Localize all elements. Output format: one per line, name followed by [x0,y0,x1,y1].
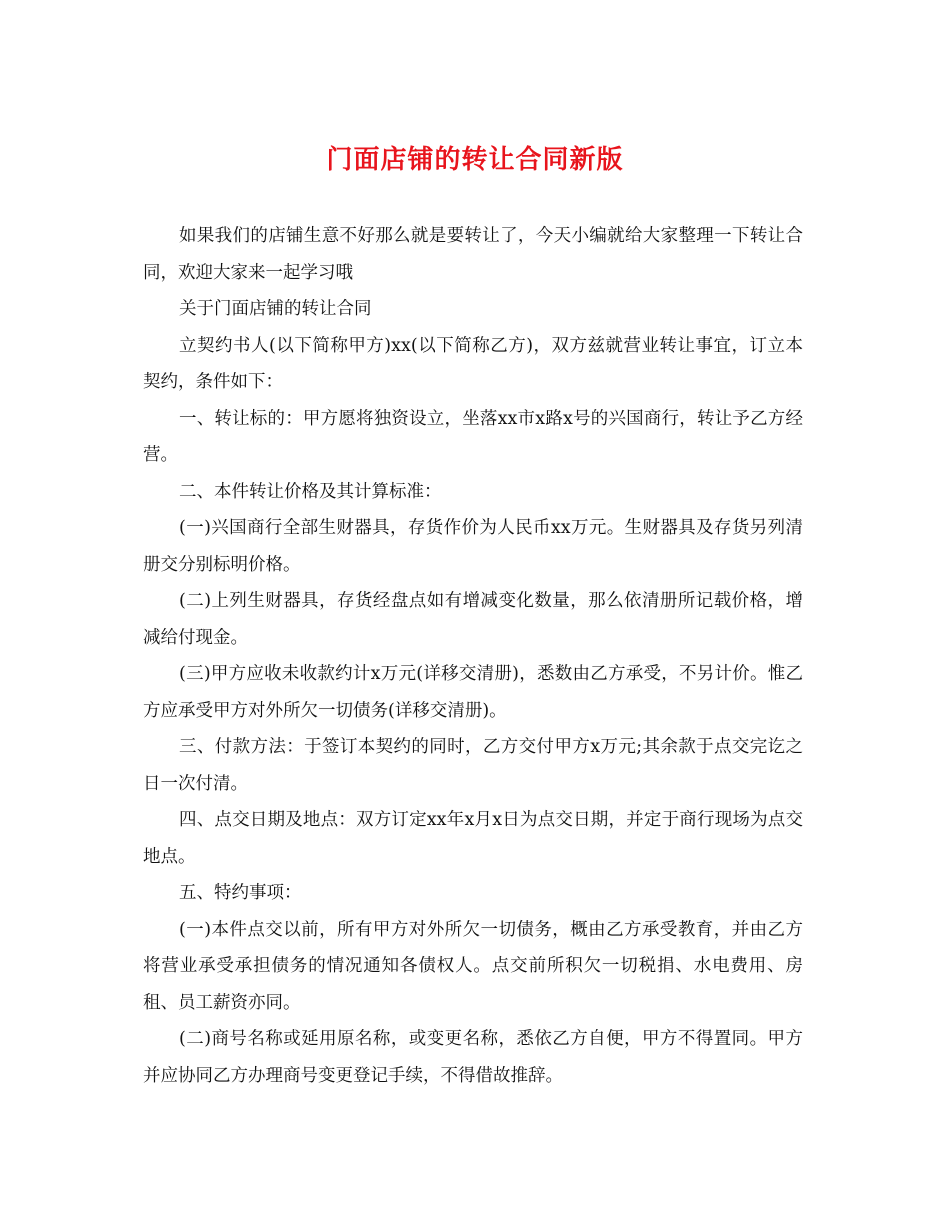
document-title: 门面店铺的转让合同新版 [326,145,624,175]
paragraph-intro: 如果我们的店铺生意不好那么就是要转让了，今天小编就给大家整理一下转让合同，欢迎大家来一起学习哦 [143,226,803,283]
paragraph-clause-2: 二、本件转让价格及其计算标准： [179,481,442,502]
paragraph-clause-5-1: (一)本件点交以前，所有甲方对外所欠一切债务，概由乙方承受教育，并由乙方将营业承受承担债务的情况通知各债权人。点交前所积欠一切税捐、水电费用、房租、员工薪资亦同。 [143,919,803,1013]
paragraph-parties: 立契约书人(以下简称甲方)xx(以下简称乙方)，双方兹就营业转让事宜，订立本契约，条件如下： [143,335,803,392]
paragraph-clause-2-3: (三)甲方应收未收款约计x万元(详移交清册)，悉数由乙方承受，不另计价。惟乙方应承受甲方对外所欠一切债务(详移交清册)。 [143,664,803,721]
paragraph-clause-3: 三、付款方法：于签订本契约的同时，乙方交付甲方x万元;其余款于点交完讫之日一次付清。 [143,737,803,794]
paragraph-heading: 关于门面店铺的转让合同 [179,299,372,319]
paragraph-clause-4: 四、点交日期及地点：双方订定xx年x月x日为点交日期，并定于商行现场为点交地点。 [143,810,803,867]
document-body [143,218,803,1094]
paragraph-clause-5-2: (二)商号名称或延用原名称，或变更名称，悉依乙方自便，甲方不得置同。甲方并应协同乙方办理商号变更登记手续，不得借故推辞。 [143,1029,803,1086]
paragraph-clause-2-2: (二)上列生财器具，存货经盘点如有增减变化数量，那么依清册所记载价格，增减给付现金。 [143,591,803,648]
paragraph-clause-2-1: (一)兴国商行全部生财器具，存货作价为人民币xx万元。生财器具及存货另列清册交分别标明价格。 [143,518,803,575]
paragraph-clause-5: 五、特约事项： [179,883,302,903]
paragraph-clause-1: 一、转让标的：甲方愿将独资设立，坐落xx市x路x号的兴国商行，转让予乙方经营。 [143,408,803,465]
